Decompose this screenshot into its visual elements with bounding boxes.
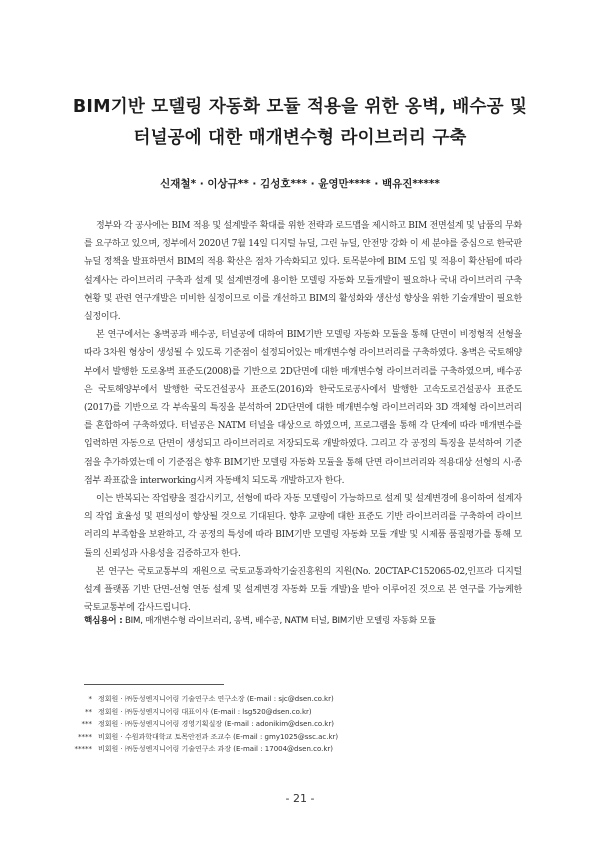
keywords bbox=[84, 614, 534, 626]
footnote-item bbox=[66, 706, 506, 719]
author-list: 신재철* · 이상규** · 김성호*** · 윤영만**** · 백유진***** bbox=[160, 178, 440, 190]
footnote-mark: * bbox=[88, 695, 92, 703]
footnote-item bbox=[66, 718, 506, 731]
footnote-text: 정회원 · ㈜동성엔지니어링 경영기획실장 (E-mail : adonikim@dsen.co.kr) bbox=[98, 720, 334, 729]
footnote-mark: *** bbox=[81, 720, 92, 729]
abstract-paragraph-4: 본 연구는 국토교통부의 재원으로 국토교통과학기술진흥원의 지원(No. 20CTAP-C152065-02,인프라 디지털 설계 플랫폼 기반 단면-선형 연동 설계 및 설계변경 자동화 모듈 개발)을 받아 이루어진 것으로 본 연구를 가능케한 국토교통부에 감사드립니다. bbox=[84, 566, 522, 614]
footnote-mark: **** bbox=[78, 732, 92, 741]
keywords-label: 핵심용어 : bbox=[84, 616, 123, 626]
footnote-mark: ** bbox=[85, 707, 92, 716]
title-line-1: BIM기반 모델링 자동화 모듈 적용을 위한 옹벽, 배수공 및 bbox=[72, 97, 528, 117]
abstract-paragraph-3: 이는 반복되는 작업량을 절감시키고, 선형에 따라 자동 모델링이 가능하므로 설계 및 설계변경에 용이하여 설계자의 작업 효율성 및 편의성이 향상될 것으로 기대된다. 향후 교량에 대한 표준도 기반 라이브러리를 구축하여 라이브러리의 부족함을 보완하고, 각 공정의 특성에 따라 BIM기반 모델링 자동화 모듈 개발 및 시제품 품질평가를 통해 모듈의 신뢰성과 사용성을 검증하고자 한다. bbox=[84, 494, 522, 559]
footnote-text: 비회원 · ㈜동성엔지니어링 기술연구소 과장 (E-mail : 17004@dsen.co.kr) bbox=[98, 745, 334, 754]
footnote-text: 정회원 · ㈜동성엔지니어링 대표이사 (E-mail : lsg520@dsen.co.kr) bbox=[98, 707, 312, 716]
footnote-item bbox=[66, 693, 506, 706]
footnote-text: 비회원 · 수원과학대학교 토목안전과 조교수 (E-mail : gmy1025@ssc.ac.kr) bbox=[98, 732, 339, 741]
footnote-item bbox=[66, 731, 506, 744]
abstract-paragraph-1: 정부와 각 공사에는 BIM 적용 및 설계발주 확대를 위한 전략과 로드맵을 제시하고 BIM 전면설계 및 납품의 무화를 요구하고 있으며, 정부에서 2020년 7월 14일 디지털 뉴딜, 그린 뉴딜, 안전망 강화 이 세 분야를 중심으로 한국판 뉴딜 정책을 발표하면서 BIM의 적용 확산은 점차 가속화되고 있다. 토목분야에 BIM 도입 및 적용이 확산됨에 따라 설계사는 라이브러리 구축과 설계 및 설계변경에 용이한 모델링 자동화 모듈개발이 필요하나 국내 라이브러리 구축현황 및 관련 연구개발은 미비한 실정이므로 이를 개선하고 BIM의 활성화와 생산성 향상을 위한 기술개발이 필요한 실정이다. bbox=[84, 221, 522, 323]
keywords-text: BIM, 매개변수형 라이브러리, 옹벽, 배수공, NATM 터널, BIM기반 모델링 자동화 모듈 bbox=[124, 616, 436, 626]
abstract bbox=[84, 217, 522, 617]
title-line-2: 터널공에 대한 매개변수형 라이브러리 구축 bbox=[133, 128, 467, 148]
footnote-divider bbox=[84, 684, 224, 685]
footnote-mark: ***** bbox=[74, 745, 92, 754]
abstract-paragraph-2: 본 연구에서는 옹벽공과 배수공, 터널공에 대하여 BIM기반 모델링 자동화 모듈을 통해 단면이 비정형적 선형을 따라 3차원 형상이 생성될 수 있도록 기준점이 설정되어있는 매개변수형 라이브러리를 구축하였다. 옹벽은 국토해양부에서 발행한 도로옹벽 표준도(2008)를 기반으로 2D단면에 대한 매개변수형 라이브러리를 구축하였으며, 배수공은 국토해양부에서 발행한 국도건설공사 표준도(2016)와 한국도로공사에서 발행한 고속도로건설공사 표준도(2017)를 기반으로 각 부속물의 특징을 분석하여 2D단면에 대한 매개변수형 라이브러리와 3D 객체형 라이브러리를 혼합하여 구축하였다. 터널공은 NATM 터널을 대상으로 하였으며, 프로그램을 통해 각 단계에 따라 매개변수를 입력하면 자동으로 단면이 생성되고 라이브러리로 저장되도록 개발하였다. 그리고 각 공정의 특징을 분석하여 기준점을 추가하였는데 이 기준점은 향후 BIM기반 모델링 자동화 모듈을 통해 단면 라이브러리와 적용대상 선형의 시·종점부 좌표값을 interworking시켜 자동배치 되도록 개발하고자 한다. bbox=[84, 330, 522, 486]
footnotes bbox=[66, 693, 506, 756]
paper-title bbox=[40, 92, 560, 154]
footnote-text: 정회원 · ㈜동성엔지니어링 기술연구소 연구소장 (E-mail : sjc@dsen.co.kr) bbox=[98, 695, 334, 703]
footnote-item bbox=[66, 743, 506, 756]
page-number: - 21 - bbox=[285, 792, 315, 805]
